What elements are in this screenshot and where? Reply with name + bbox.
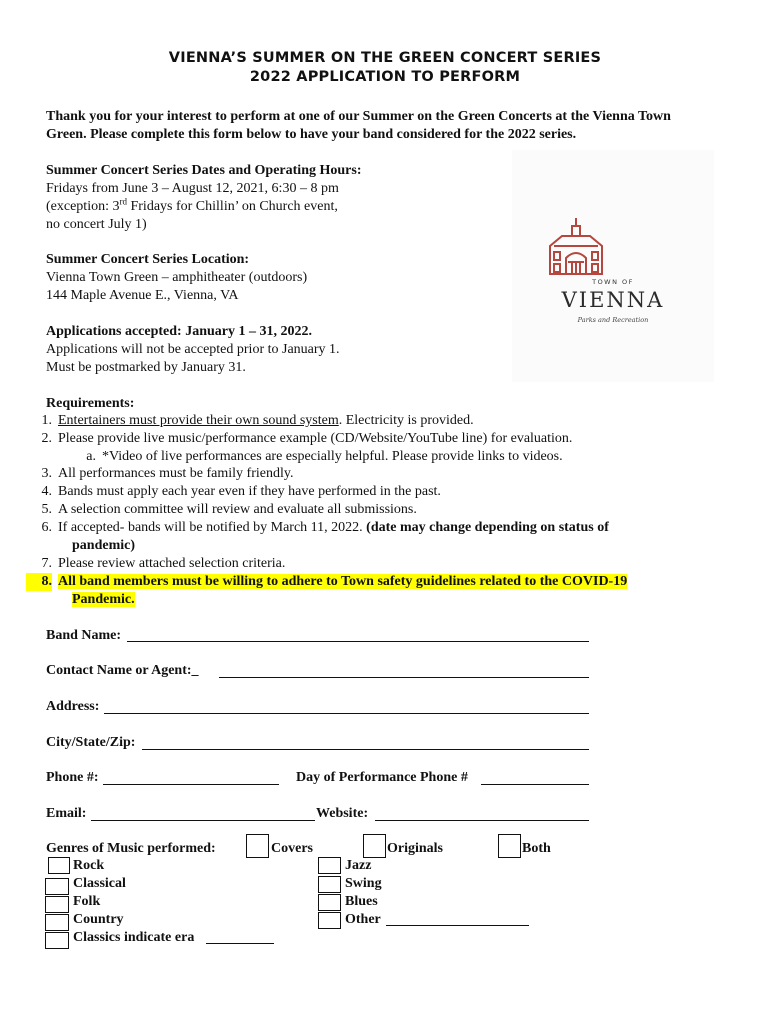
applications-line-1: Applications will not be accepted prior to January 1. <box>46 342 340 357</box>
day-phone-label: Day of Performance Phone # <box>296 770 468 785</box>
day-phone-field[interactable] <box>481 784 589 785</box>
town-logo <box>512 150 714 382</box>
originals-checkbox[interactable] <box>363 834 386 858</box>
covers-checkbox[interactable] <box>246 834 269 858</box>
requirement-item-6: 6. If accepted- bands will be notified by March 11, 2022. (date may change depending on status of <box>41 520 609 535</box>
dates-line-1: Fridays from June 3 – August 12, 2021, 6:30 – 8 pm <box>46 181 339 196</box>
dates-heading: Summer Concert Series Dates and Operating Hours: <box>46 163 362 178</box>
requirement-item-8-cont: Pandemic. <box>72 592 135 607</box>
other-label: Other <box>345 912 381 927</box>
applications-line-2: Must be postmarked by January 31. <box>46 360 246 375</box>
country-label: Country <box>73 912 124 927</box>
classical-checkbox[interactable] <box>45 878 69 895</box>
requirement-item-6-cont: pandemic) <box>72 538 135 553</box>
dates-line-3: no concert July 1) <box>46 217 147 232</box>
intro-line-2: Green. Please complete this form below to have your band considered for the 2022 series. <box>46 127 577 142</box>
requirement-item-4: 4. Bands must apply each year even if they have performed in the past. <box>41 484 441 499</box>
logo-town-of: TOWN OF <box>592 278 634 286</box>
city-field[interactable] <box>142 749 589 750</box>
applications-heading: Applications accepted: January 1 – 31, 2022. <box>46 324 312 339</box>
email-label: Email: <box>46 806 87 821</box>
contact-label: Contact Name or Agent:_ <box>46 663 199 678</box>
phone-field[interactable] <box>103 784 279 785</box>
logo-parks: Parks and Recreation <box>577 316 649 324</box>
covers-label: Covers <box>271 841 313 856</box>
band-name-label: Band Name: <box>46 628 122 643</box>
requirement-item-2: 2. Please provide live music/performance example (CD/Website/YouTube line) for evaluation. <box>41 431 573 446</box>
classics-checkbox[interactable] <box>45 932 69 949</box>
other-checkbox[interactable] <box>318 912 341 929</box>
page-subtitle: 2022 APPLICATION TO PERFORM <box>249 69 521 85</box>
intro-line-1: Thank you for your interest to perform at one of our Summer on the Green Concerts at the Vienna Town <box>46 109 671 124</box>
requirement-item-8: 8. All band members must be willing to adhere to Town safety guidelines related to the COVID-19 <box>26 573 627 591</box>
location-line-1: Vienna Town Green – amphitheater (outdoors) <box>46 270 308 285</box>
address-field[interactable] <box>104 713 589 714</box>
requirement-item-7: 7. Please review attached selection criteria. <box>41 556 286 571</box>
dates-line-2: (exception: 3rd Fridays for Chillin’ on Church event, <box>46 196 338 214</box>
rock-checkbox[interactable] <box>48 857 70 874</box>
location-heading: Summer Concert Series Location: <box>46 252 250 267</box>
classics-label: Classics indicate era <box>73 930 195 945</box>
phone-label: Phone #: <box>46 770 99 785</box>
folk-checkbox[interactable] <box>45 896 69 913</box>
other-field[interactable] <box>386 925 529 926</box>
genres-label: Genres of Music performed: <box>46 841 216 856</box>
both-label: Both <box>522 841 551 856</box>
country-checkbox[interactable] <box>45 914 69 931</box>
jazz-checkbox[interactable] <box>318 857 341 874</box>
address-label: Address: <box>46 699 100 714</box>
jazz-label: Jazz <box>345 858 372 873</box>
band-name-field[interactable] <box>127 641 589 642</box>
city-label: City/State/Zip: <box>46 735 136 750</box>
folk-label: Folk <box>73 894 101 909</box>
requirement-item-5: 5. A selection committee will review and evaluate all submissions. <box>41 502 417 517</box>
location-line-2: 144 Maple Avenue E., Vienna, VA <box>46 288 239 303</box>
swing-checkbox[interactable] <box>318 876 341 893</box>
blues-checkbox[interactable] <box>318 894 341 911</box>
requirements-heading: Requirements: <box>46 396 135 411</box>
contact-field[interactable] <box>219 677 589 678</box>
requirement-item-2a: a. *Video of live performances are especially helpful. Please provide links to videos. <box>86 449 563 464</box>
both-checkbox[interactable] <box>498 834 521 858</box>
classical-label: Classical <box>73 876 126 891</box>
swing-label: Swing <box>345 876 382 891</box>
logo-vienna: VIENNA <box>561 288 665 312</box>
website-label: Website: <box>316 806 369 821</box>
website-field[interactable] <box>375 820 589 821</box>
classics-era-field[interactable] <box>206 943 274 944</box>
requirement-item-1: 1. Entertainers must provide their own sound system. Electricity is provided. <box>41 413 474 428</box>
email-field[interactable] <box>91 820 315 821</box>
town-hall-icon <box>512 150 714 382</box>
requirement-item-3: 3. All performances must be family friendly. <box>41 466 294 481</box>
rock-label: Rock <box>73 858 105 873</box>
originals-label: Originals <box>387 841 444 856</box>
blues-label: Blues <box>345 894 378 909</box>
page-title: VIENNA’S SUMMER ON THE GREEN CONCERT SERIES <box>168 50 602 66</box>
